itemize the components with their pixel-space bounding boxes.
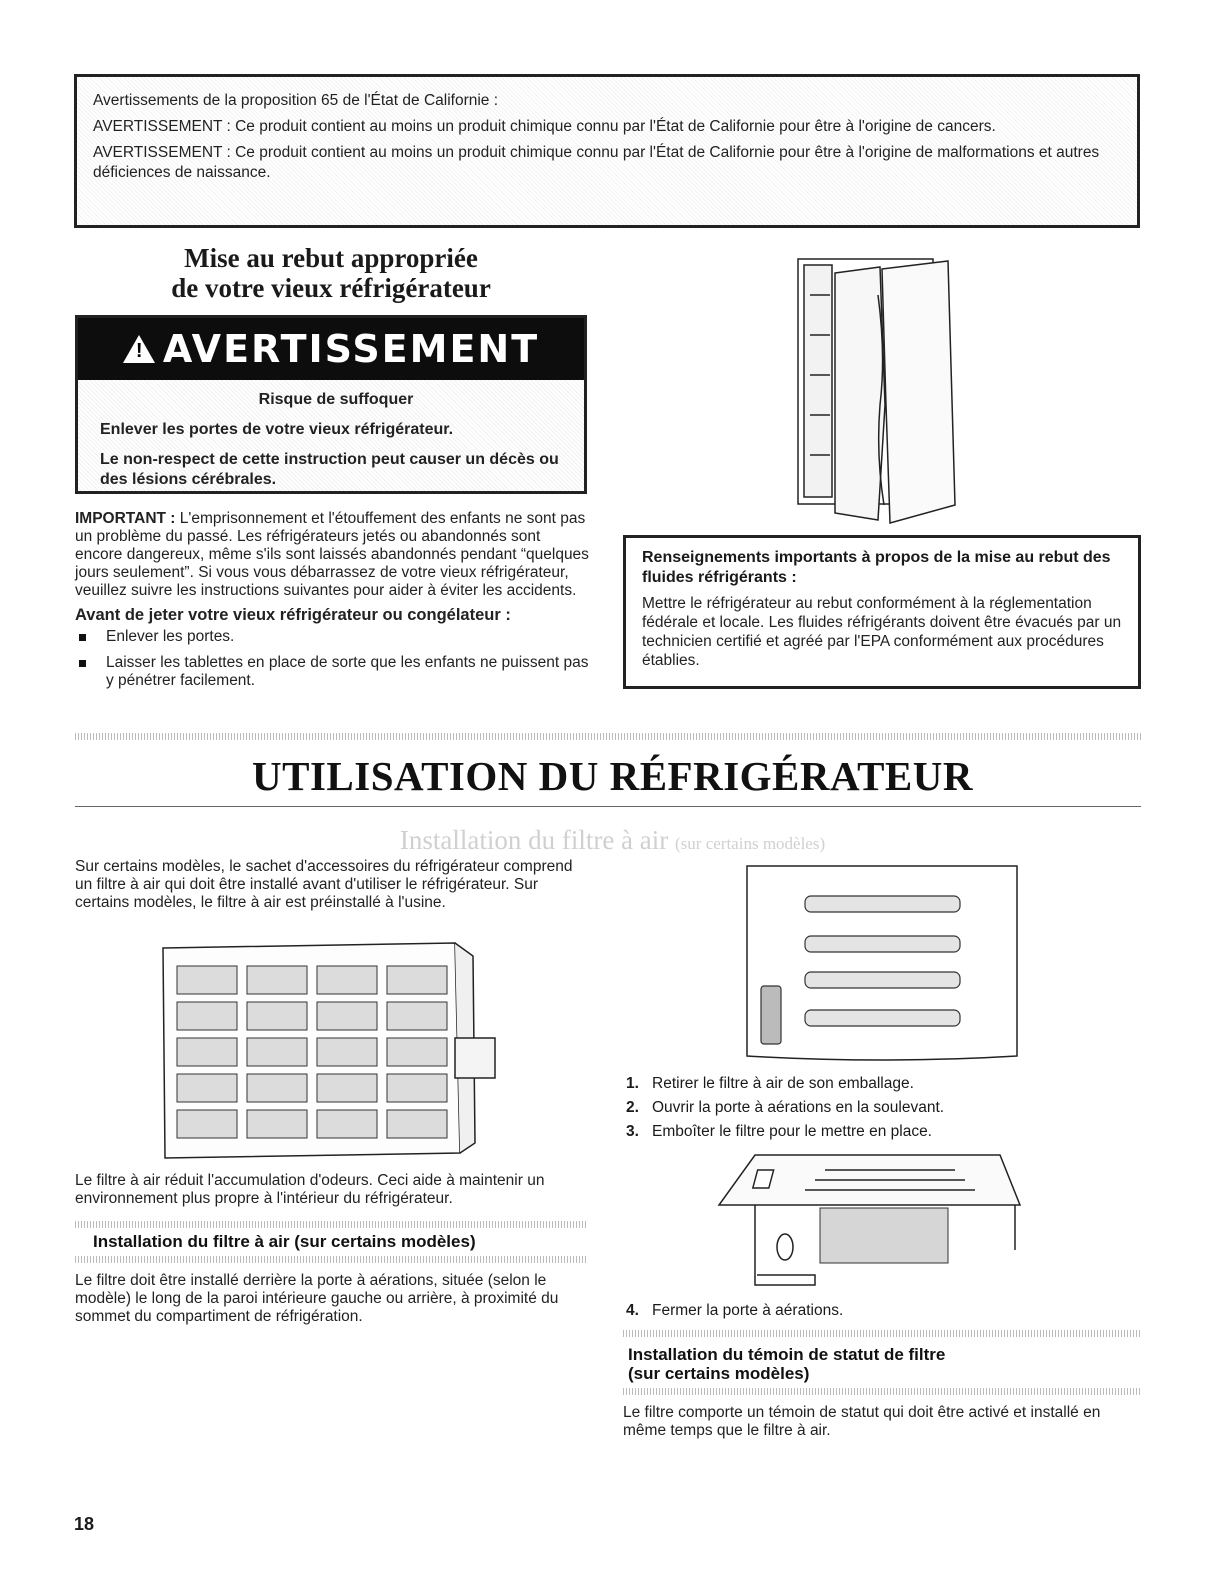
vent-door-illustration bbox=[745, 864, 1020, 1069]
prop65-warning-birth: AVERTISSEMENT : Ce produit contient au moins un produit chimique connu par l'État de Californie pour être à l'origine de malformations et autres déficiences de naissance. bbox=[93, 144, 1100, 181]
page-number: 18 bbox=[74, 1514, 95, 1534]
odor-text: Le filtre à air réduit l'accumulation d'odeurs. Ceci aide à maintenir un environnement plus propre à l'intérieur du réfrigérateur. bbox=[75, 1172, 545, 1207]
install-filter-heading: Installation du filtre à air (sur certains modèles) bbox=[93, 1232, 476, 1251]
filter-cell bbox=[177, 1002, 237, 1030]
list-item-text: Laisser les tablettes en place de sorte que les enfants ne puissent pas y pénétrer facilement. bbox=[106, 654, 589, 689]
filter-cell bbox=[177, 1074, 237, 1102]
warning-line1: Enlever les portes de votre vieux réfrigérateur. bbox=[100, 421, 454, 438]
list-item-text: Enlever les portes. bbox=[106, 628, 235, 645]
subsection-divider-bottom bbox=[75, 1256, 587, 1263]
step-number: 1. bbox=[626, 1075, 639, 1092]
air-filter-heading-sub: (sur certains modèles) bbox=[675, 834, 826, 853]
important-paragraph bbox=[75, 510, 590, 600]
filter-cell bbox=[247, 1038, 307, 1066]
status-divider-bottom bbox=[623, 1388, 1141, 1395]
list-item bbox=[626, 1302, 1136, 1320]
air-filter-section-heading bbox=[0, 825, 1225, 856]
filter-cell bbox=[317, 1002, 377, 1030]
important-section bbox=[75, 510, 590, 690]
install-steps bbox=[626, 1075, 1136, 1147]
section-title: UTILISATION DU RÉFRIGÉRATEUR bbox=[252, 753, 973, 799]
refrigerator-doors-removed-illustration bbox=[790, 255, 960, 525]
step-text: Fermer la porte à aérations. bbox=[652, 1302, 844, 1319]
filter-cell bbox=[177, 1038, 237, 1066]
filter-cell bbox=[387, 1038, 447, 1066]
refrigerant-info-text: Mettre le réfrigérateur au rebut conformément à la réglementation fédérale et locale. Les fluides réfrigérants doivent être évacués par un technicien certifié et agréé par l'EPA conformément aux procédures établies. bbox=[642, 595, 1122, 669]
status-heading-line1: Installation du témoin de statut de filtre bbox=[628, 1345, 946, 1364]
filter-intro: Sur certains modèles, le sachet d'accessoires du réfrigérateur comprend un filtre à air qui doit être installé avant d'utiliser le réfrigérateur. Sur certains modèles, le filtre à air est préinstallé à l'usine. bbox=[75, 858, 573, 911]
refrigerant-info-title: Renseignements importants à propos de la mise au rebut des fluides réfrigérants : bbox=[642, 549, 1111, 586]
status-indicator-text: Le filtre comporte un témoin de statut qui doit être activé et installé en même temps que le filtre à air. bbox=[623, 1404, 1101, 1439]
subsection-divider-top bbox=[75, 1221, 587, 1228]
filter-cell bbox=[317, 1074, 377, 1102]
step-number: 2. bbox=[626, 1099, 639, 1116]
warning-line2: Le non-respect de cette instruction peut causer un décès ou des lésions cérébrales. bbox=[100, 451, 559, 488]
filter-cell bbox=[317, 966, 377, 994]
filter-cell bbox=[317, 1110, 377, 1138]
warning-risk: Risque de suffoquer bbox=[258, 391, 414, 408]
disposal-title bbox=[75, 243, 587, 303]
refrigerant-info-box bbox=[623, 535, 1141, 689]
filter-cell bbox=[247, 966, 307, 994]
suffocation-warning-box bbox=[75, 315, 587, 494]
filter-cell bbox=[317, 1038, 377, 1066]
important-text: L'emprisonnement et l'étouffement des enfants ne sont pas un problème du passé. Les réfrigérateurs jetés ou abandonnés sont encore dangereux, même s'ils sont laissés abandonnés pendant “quelques jours seulement”. Si vous vous débarrassez de votre vieux réfrigérateur, veuillez suivre les instructions suivantes pour aider à éviter les accidents. bbox=[75, 510, 589, 599]
list-item bbox=[626, 1075, 1136, 1093]
step-text: Retirer le filtre à air de son emballage. bbox=[652, 1075, 914, 1092]
section-divider bbox=[75, 733, 1141, 740]
warning-label: AVERTISSEMENT bbox=[162, 327, 540, 371]
warning-header bbox=[78, 318, 584, 380]
status-heading-line2: (sur certains modèles) bbox=[628, 1364, 810, 1383]
prop65-heading: Avertissements de la proposition 65 de l'État de Californie : bbox=[93, 92, 499, 109]
filter-cell bbox=[387, 1074, 447, 1102]
filter-cell bbox=[247, 1110, 307, 1138]
important-label: IMPORTANT : bbox=[75, 510, 176, 527]
air-filter-illustration bbox=[155, 938, 505, 1163]
status-indicator-heading bbox=[628, 1345, 945, 1383]
filter-cell bbox=[177, 966, 237, 994]
filter-cell bbox=[387, 966, 447, 994]
prop65-warning-cancer: AVERTISSEMENT : Ce produit contient au moins un produit chimique connu par l'État de Californie pour être à l'origine de cancers. bbox=[93, 118, 996, 135]
warning-triangle-icon: ! bbox=[123, 335, 155, 363]
install-filter-text: Le filtre doit être installé derrière la porte à aérations, située (selon le modèle) le long de la paroi intérieure gauche ou arrière, à proximité du sommet du compartiment de réfrigération. bbox=[75, 1272, 559, 1325]
disposal-title-line1: Mise au rebut appropriée bbox=[184, 243, 478, 273]
section-title-rule bbox=[75, 806, 1141, 807]
prop65-warning-box bbox=[74, 74, 1140, 228]
filter-cell bbox=[387, 1110, 447, 1138]
before-disposal-heading: Avant de jeter votre vieux réfrigérateur ou congélateur : bbox=[75, 606, 511, 624]
filter-cell bbox=[247, 1074, 307, 1102]
step-text: Emboîter le filtre pour le mettre en place. bbox=[652, 1123, 932, 1140]
filter-cell bbox=[177, 1110, 237, 1138]
install-step-4 bbox=[626, 1302, 1136, 1326]
open-vent-door-illustration bbox=[715, 1150, 1035, 1295]
air-filter-heading-text: Installation du filtre à air bbox=[399, 825, 669, 855]
step-number: 3. bbox=[626, 1123, 639, 1140]
filter-cell bbox=[247, 1002, 307, 1030]
list-item bbox=[75, 628, 590, 646]
list-item bbox=[626, 1099, 1136, 1117]
step-number: 4. bbox=[626, 1302, 639, 1319]
filter-cell bbox=[387, 1002, 447, 1030]
status-divider-top bbox=[623, 1330, 1141, 1337]
list-item bbox=[626, 1123, 1136, 1141]
list-item bbox=[75, 654, 590, 690]
disposal-title-line2: de votre vieux réfrigérateur bbox=[171, 273, 491, 303]
step-text: Ouvrir la porte à aérations en la soulevant. bbox=[652, 1099, 945, 1116]
